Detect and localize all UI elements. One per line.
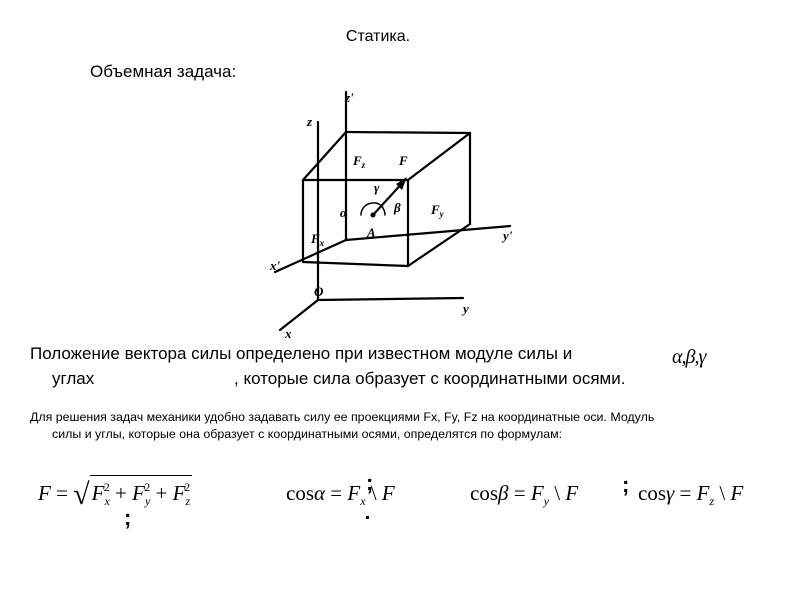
square-root: $√F_x^2 + F_y^2 + F_z^2$ [73,475,192,512]
separator-1: ; [124,505,132,530]
z-prime-label: z' [345,90,354,105]
fx-label: $F_x$ [311,231,325,248]
formula-cos-gamma: $\cos\gamma = F_z$ \ F [638,481,744,508]
z-label: z [307,114,313,129]
beta-label: β [394,200,401,215]
slide-title: Статика. [345,28,411,45]
formula-force-magnitude: $F = √F_x^2 + F_y^2 + F_z^2$ [38,475,192,512]
paragraph1-line1: Положение вектора силы определено при известном модуле силы и [30,344,573,363]
y-axis [318,298,463,300]
formula-cos-beta: $\cos\beta = F_y$ \ F [470,481,579,508]
angles-alpha-beta-gamma: α,β,γ [672,346,706,368]
formula-cos-alpha: $\cos\alpha = F_x$ \ F [286,481,395,508]
slide-subtitle: Объемная задача: [90,62,237,81]
x-prime-label: x' [270,258,281,273]
separator-3: ; [622,472,630,497]
y-label: y [463,301,469,316]
stray-dot [366,516,369,519]
force-label: F [399,153,408,168]
paragraph2-line1: Для решения задач механики удобно задавать силу ее проекциями Fx, Fy, Fz на координатные оси. Модуль [30,410,655,424]
alpha-label: α [340,205,348,220]
point-a-dot [371,213,376,218]
fz-label: $F_z$ [353,153,366,170]
paragraph1-line2-end: , которые сила образует с координатными осями. [234,369,626,388]
point-a-label: A [367,225,376,240]
origin-label: O [314,284,324,299]
force-vector-diagram [255,80,545,345]
paragraph2-line2: силы и углы, которые она образует с координатными осями, определятся по формулам: [52,427,563,441]
gamma-label: γ [374,180,380,195]
x-label: x [285,326,292,341]
fy-label: $F_y$ [431,202,444,219]
paragraph1-line2-start: углах [52,369,95,388]
separator-2: ; [366,470,374,495]
box-back-edges [408,133,470,266]
box-top-face [303,132,470,180]
y-prime-label: y' [503,228,513,243]
